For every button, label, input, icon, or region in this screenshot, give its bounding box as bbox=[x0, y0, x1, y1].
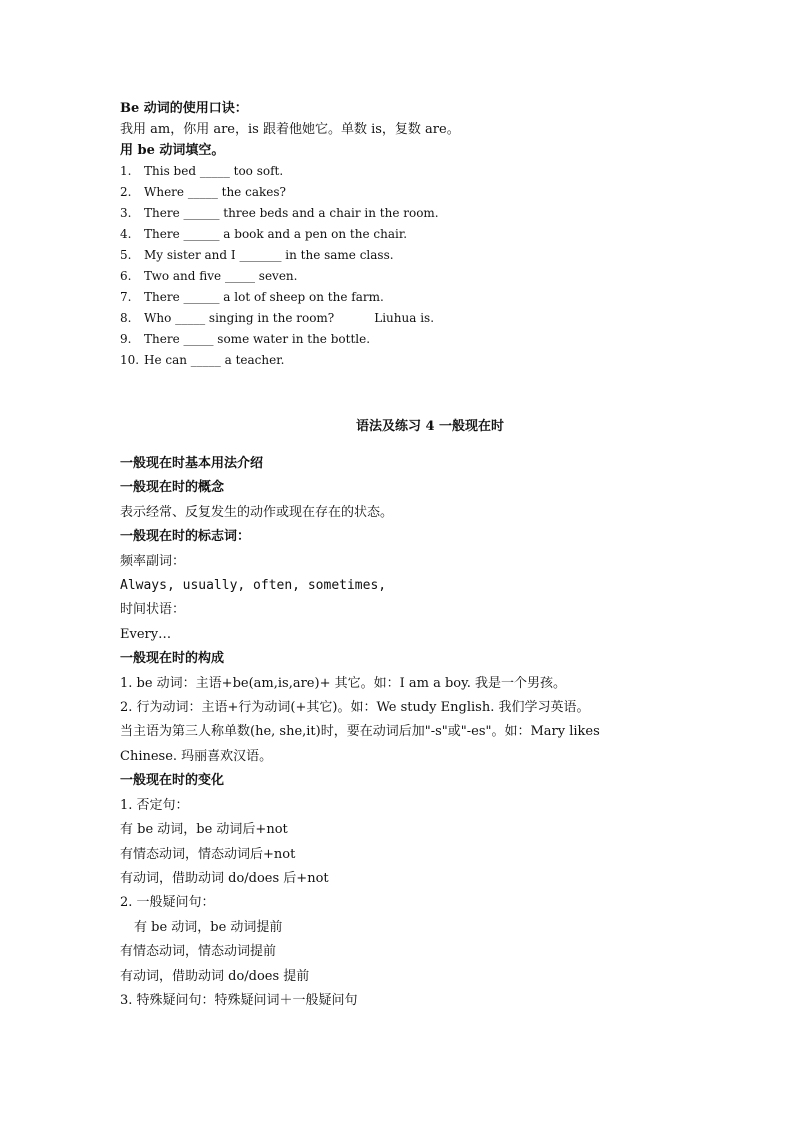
negative-rule-2: 有情态动词，情态动词后+not bbox=[120, 846, 296, 862]
negative-heading: 1. 否定句： bbox=[120, 797, 189, 813]
present-tense-section bbox=[120, 452, 680, 1013]
form-rule-2: 2. 行为动词：主语+行为动词(+其它)。如：We study English. 我们学习英语。 bbox=[120, 700, 590, 716]
wh-question-rule: 3. 特殊疑问句：特殊疑问词＋一般疑问句 bbox=[120, 992, 358, 1008]
exercise-item: 4. There ______ a book and a pen on the chair. bbox=[120, 227, 408, 241]
be-verb-rhyme-heading: Be 动词的使用口诀： bbox=[120, 101, 248, 116]
concept-heading: 一般现在时的概念 bbox=[120, 480, 225, 496]
exercise-item: 10. He can _____ a teacher. bbox=[120, 353, 285, 367]
negative-rule-3: 有动词，借助动词 do/does 后+not bbox=[120, 870, 329, 886]
time-label: 时间状语： bbox=[120, 602, 186, 618]
form-rule-3-cont: Chinese. 玛丽喜欢汉语。 bbox=[120, 748, 273, 764]
signal-words-heading: 一般现在时的标志词： bbox=[120, 529, 251, 545]
exercise-answer: Liuhua is. bbox=[374, 311, 435, 325]
intro-heading: 一般现在时基本用法介绍 bbox=[120, 456, 264, 471]
form-rule-1: 1. be 动词：主语+be(am,is,are)+ 其它。如：I am a boy. 我是一个男孩。 bbox=[120, 675, 566, 691]
frequency-label: 频率副词： bbox=[120, 553, 186, 569]
time-words: Every… bbox=[120, 626, 172, 642]
question-rule-2: 有情态动词，情态动词提前 bbox=[120, 944, 277, 960]
form-heading: 一般现在时的构成 bbox=[120, 651, 225, 667]
question-heading: 2. 一般疑问句： bbox=[120, 895, 215, 911]
form-rule-3: 当主语为第三人称单数(he, she,it)时，要在动词后加"-s"或"-es"。如：Mary likes bbox=[120, 724, 600, 740]
exercise-item: 6. Two and five _____ seven. bbox=[120, 269, 298, 283]
change-heading: 一般现在时的变化 bbox=[120, 773, 225, 789]
exercise-item: 1. This bed _____ too soft. bbox=[120, 164, 284, 178]
exercise-item: 9. There _____ some water in the bottle. bbox=[120, 332, 371, 346]
frequency-words: Always, usually, often, sometimes, bbox=[120, 578, 387, 594]
exercise-item: 7. There ______ a lot of sheep on the farm. bbox=[120, 290, 384, 304]
exercise-item: 3. There ______ three beds and a chair in the room. bbox=[120, 206, 439, 220]
exercise-list bbox=[120, 161, 680, 371]
question-rule-3: 有动词，借助动词 do/does 提前 bbox=[120, 968, 310, 984]
be-verb-rhyme: 我用 am，你用 are，is 跟着他她它。单数 is，复数 are。 bbox=[120, 122, 460, 137]
exercise-item: 8. Who _____ singing in the room? Liuhua is. bbox=[120, 308, 680, 329]
question-rule-1: 有 be 动词，be 动词提前 bbox=[134, 919, 283, 935]
negative-rule-1: 有 be 动词，be 动词后+not bbox=[120, 822, 288, 838]
exercise-item: 2. Where _____ the cakes? bbox=[120, 185, 286, 199]
exercise-item: 5. My sister and I _______ in the same class. bbox=[120, 248, 394, 262]
exercise-instruction: 用 be 动词填空。 bbox=[120, 143, 225, 158]
concept-text: 表示经常、反复发生的动作或现在存在的状态。 bbox=[120, 504, 394, 520]
section-title: 语法及练习 4 一般现在时 bbox=[355, 419, 505, 434]
document-page bbox=[120, 98, 680, 1013]
